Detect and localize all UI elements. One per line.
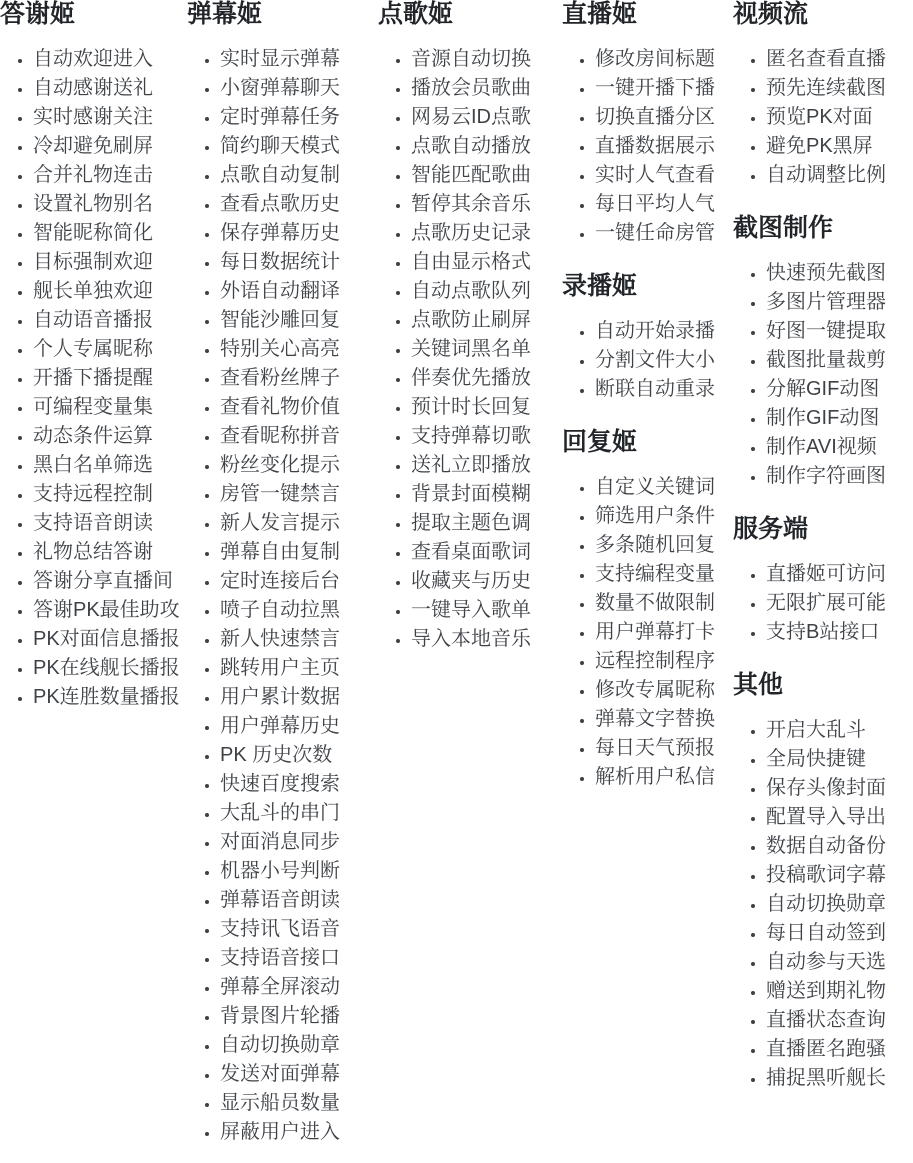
feature-item: • 支持语音接口 (220, 944, 378, 973)
feature-item: • 动态条件运算 (33, 422, 187, 451)
feature-item: • 修改专属昵称 (595, 676, 733, 705)
feature-item: • 简约聊天模式 (220, 132, 378, 161)
feature-item: • 自动点歌队列 (411, 277, 562, 306)
feature-item: • 赠送到期礼物 (766, 977, 913, 1006)
feature-list (562, 473, 733, 792)
column-2 (187, 0, 378, 1163)
feature-item: • 小窗弹幕聊天 (220, 74, 378, 103)
feature-item: • 制作字符画图 (766, 462, 913, 491)
feature-item: • 直播数据展示 (595, 132, 733, 161)
feature-item: • 网易云ID点歌 (411, 103, 562, 132)
feature-item: • 大乱斗的串门 (220, 799, 378, 828)
feature-item: • 支持弹幕切歌 (411, 422, 562, 451)
feature-item: • 筛选用户条件 (595, 502, 733, 531)
feature-item: • 自由显示格式 (411, 248, 562, 277)
feature-item: • 快速百度搜索 (220, 770, 378, 799)
feature-item: • 分解GIF动图 (766, 375, 913, 404)
feature-item: • 制作GIF动图 (766, 404, 913, 433)
feature-list (562, 317, 733, 404)
feature-item: • 合并礼物连击 (33, 161, 187, 190)
feature-item: • 对面消息同步 (220, 828, 378, 857)
feature-item: • 智能昵称简化 (33, 219, 187, 248)
feature-item: • 支持远程控制 (33, 480, 187, 509)
feature-item: • PK 历史次数 (220, 741, 378, 770)
feature-item: • 音源自动切换 (411, 45, 562, 74)
feature-item: • 点歌防止刷屏 (411, 306, 562, 335)
feature-item: • 支持编程变量 (595, 560, 733, 589)
feature-item: • 查看礼物价值 (220, 393, 378, 422)
feature-item: • 自动欢迎进入 (33, 45, 187, 74)
feature-item: • 喷子自动拉黑 (220, 596, 378, 625)
feature-item: • 无限扩展可能 (766, 589, 913, 618)
feature-item: • 预先连续截图 (766, 74, 913, 103)
feature-item: • 弹幕语音朗读 (220, 886, 378, 915)
section-title: 答谢姬 (0, 0, 76, 28)
feature-item: • 点歌自动复制 (220, 161, 378, 190)
section-title: 直播姬 (562, 0, 638, 28)
feature-item: • 房管一键禁言 (220, 480, 378, 509)
feature-item: • 自动切换勋章 (220, 1031, 378, 1060)
feature-item: • 实时人气查看 (595, 161, 733, 190)
feature-item: • 自动参与天选 (766, 948, 913, 977)
feature-item: • 直播姬可访问 (766, 560, 913, 589)
feature-item: • 伴奏优先播放 (411, 364, 562, 393)
section-title: 服务端 (733, 515, 809, 543)
feature-item: • 提取主题色调 (411, 509, 562, 538)
feature-item: • 一键导入歌单 (411, 596, 562, 625)
feature-item: • 显示船员数量 (220, 1089, 378, 1118)
feature-item: • 一键开播下播 (595, 74, 733, 103)
feature-item: • 查看昵称拼音 (220, 422, 378, 451)
feature-item: • 礼物总结答谢 (33, 538, 187, 567)
feature-item: • 屏蔽用户进入 (220, 1118, 378, 1147)
feature-item: • 关键词黑名单 (411, 335, 562, 364)
column-4 (562, 0, 733, 808)
feature-item: • 支持B站接口 (766, 618, 913, 647)
feature-item: • 实时显示弹幕 (220, 45, 378, 74)
feature-item: • 截图批量裁剪 (766, 346, 913, 375)
feature-item: • 发送对面弹幕 (220, 1060, 378, 1089)
feature-item: • 查看粉丝牌子 (220, 364, 378, 393)
feature-item: • 自动语音播报 (33, 306, 187, 335)
feature-item: • 避免PK黑屏 (766, 132, 913, 161)
feature-item: • 新人发言提示 (220, 509, 378, 538)
feature-item: • 点歌自动播放 (411, 132, 562, 161)
feature-item: • 数量不做限制 (595, 589, 733, 618)
feature-item: • 直播状态查询 (766, 1006, 913, 1035)
feature-item: • 配置导入导出 (766, 803, 913, 832)
column-3 (378, 0, 562, 670)
feature-item: • 背景图片轮播 (220, 1002, 378, 1031)
feature-item: • 新人快速禁言 (220, 625, 378, 654)
feature-item: • 粉丝变化提示 (220, 451, 378, 480)
feature-item: • 切换直播分区 (595, 103, 733, 132)
feature-item: • 暂停其余音乐 (411, 190, 562, 219)
feature-list (733, 259, 913, 491)
feature-item: • 特别关心高亮 (220, 335, 378, 364)
feature-item: • 保存头像封面 (766, 774, 913, 803)
feature-item: • 弹幕全屏滚动 (220, 973, 378, 1002)
feature-item: • 播放会员歌曲 (411, 74, 562, 103)
feature-item: • 多条随机回复 (595, 531, 733, 560)
feature-item: • 收藏夹与历史 (411, 567, 562, 596)
feature-list (733, 716, 913, 1093)
feature-item: • 用户弹幕打卡 (595, 618, 733, 647)
section-title: 点歌姬 (378, 0, 454, 28)
feature-item: • 每日平均人气 (595, 190, 733, 219)
column-5 (733, 0, 913, 1109)
feature-item: • 设置礼物别名 (33, 190, 187, 219)
feature-list (733, 45, 913, 190)
feature-item: • 远程控制程序 (595, 647, 733, 676)
feature-list (733, 560, 913, 647)
feature-list (187, 45, 378, 1147)
feature-list (0, 45, 187, 712)
feature-item: • 支持讯飞语音 (220, 915, 378, 944)
feature-item: • 制作AVI视频 (766, 433, 913, 462)
section-title: 回复姬 (562, 428, 638, 456)
feature-item: • 机器小号判断 (220, 857, 378, 886)
feature-item: • 捕捉黑听舰长 (766, 1064, 913, 1093)
column-1 (0, 0, 187, 728)
feature-item: • 解析用户私信 (595, 763, 733, 792)
feature-item: • 预览PK对面 (766, 103, 913, 132)
feature-item: • 投稿歌词字幕 (766, 861, 913, 890)
feature-item: • PK对面信息播报 (33, 625, 187, 654)
section-title: 其他 (733, 671, 784, 699)
feature-item: • 多图片管理器 (766, 288, 913, 317)
feature-item: • 自动感谢送礼 (33, 74, 187, 103)
feature-item: • 弹幕自由复制 (220, 538, 378, 567)
feature-item: • 智能沙雕回复 (220, 306, 378, 335)
feature-item: • 自定义关键词 (595, 473, 733, 502)
feature-item: • 快速预先截图 (766, 259, 913, 288)
feature-item: • 每日自动签到 (766, 919, 913, 948)
feature-item: • PK连胜数量播报 (33, 683, 187, 712)
feature-item: • 定时连接后台 (220, 567, 378, 596)
feature-item: • 答谢PK最佳助攻 (33, 596, 187, 625)
feature-item: • 每日天气预报 (595, 734, 733, 763)
feature-item: • 断联自动重录 (595, 375, 733, 404)
feature-item: • 查看点歌历史 (220, 190, 378, 219)
section-title: 弹幕姬 (187, 0, 263, 28)
feature-item: • 修改房间标题 (595, 45, 733, 74)
feature-item: • 答谢分享直播间 (33, 567, 187, 596)
feature-item: • 全局快捷键 (766, 745, 913, 774)
feature-item: • 点歌历史记录 (411, 219, 562, 248)
feature-item: • 保存弹幕历史 (220, 219, 378, 248)
feature-item: • 查看桌面歌词 (411, 538, 562, 567)
feature-item: • 自动切换勋章 (766, 890, 913, 919)
section-title: 截图制作 (733, 214, 834, 242)
feature-list (378, 45, 562, 654)
feature-item: • 数据自动备份 (766, 832, 913, 861)
section-title: 视频流 (733, 0, 809, 28)
feature-item: • 弹幕文字替换 (595, 705, 733, 734)
feature-item: • PK在线舰长播报 (33, 654, 187, 683)
feature-item: • 一键任命房管 (595, 219, 733, 248)
feature-item: • 实时感谢关注 (33, 103, 187, 132)
feature-item: • 送礼立即播放 (411, 451, 562, 480)
feature-item: • 黑白名单筛选 (33, 451, 187, 480)
feature-item: • 直播匿名跑骚 (766, 1035, 913, 1064)
feature-item: • 背景封面模糊 (411, 480, 562, 509)
feature-item: • 开播下播提醒 (33, 364, 187, 393)
feature-item: • 冷却避免刷屏 (33, 132, 187, 161)
feature-item: • 用户弹幕历史 (220, 712, 378, 741)
feature-item: • 每日数据统计 (220, 248, 378, 277)
feature-item: • 定时弹幕任务 (220, 103, 378, 132)
feature-item: • 预计时长回复 (411, 393, 562, 422)
feature-item: • 自动调整比例 (766, 161, 913, 190)
feature-item: • 导入本地音乐 (411, 625, 562, 654)
feature-item: • 支持语音朗读 (33, 509, 187, 538)
feature-list (562, 45, 733, 248)
feature-item: • 可编程变量集 (33, 393, 187, 422)
feature-item: • 跳转用户主页 (220, 654, 378, 683)
feature-item: • 智能匹配歌曲 (411, 161, 562, 190)
feature-item: • 目标强制欢迎 (33, 248, 187, 277)
feature-item: • 自动开始录播 (595, 317, 733, 346)
feature-item: • 外语自动翻译 (220, 277, 378, 306)
feature-item: • 好图一键提取 (766, 317, 913, 346)
feature-item: • 用户累计数据 (220, 683, 378, 712)
feature-item: • 匿名查看直播 (766, 45, 913, 74)
feature-item: • 分割文件大小 (595, 346, 733, 375)
feature-item: • 开启大乱斗 (766, 716, 913, 745)
feature-item: • 舰长单独欢迎 (33, 277, 187, 306)
section-title: 录播姬 (562, 272, 638, 300)
feature-item: • 个人专属昵称 (33, 335, 187, 364)
